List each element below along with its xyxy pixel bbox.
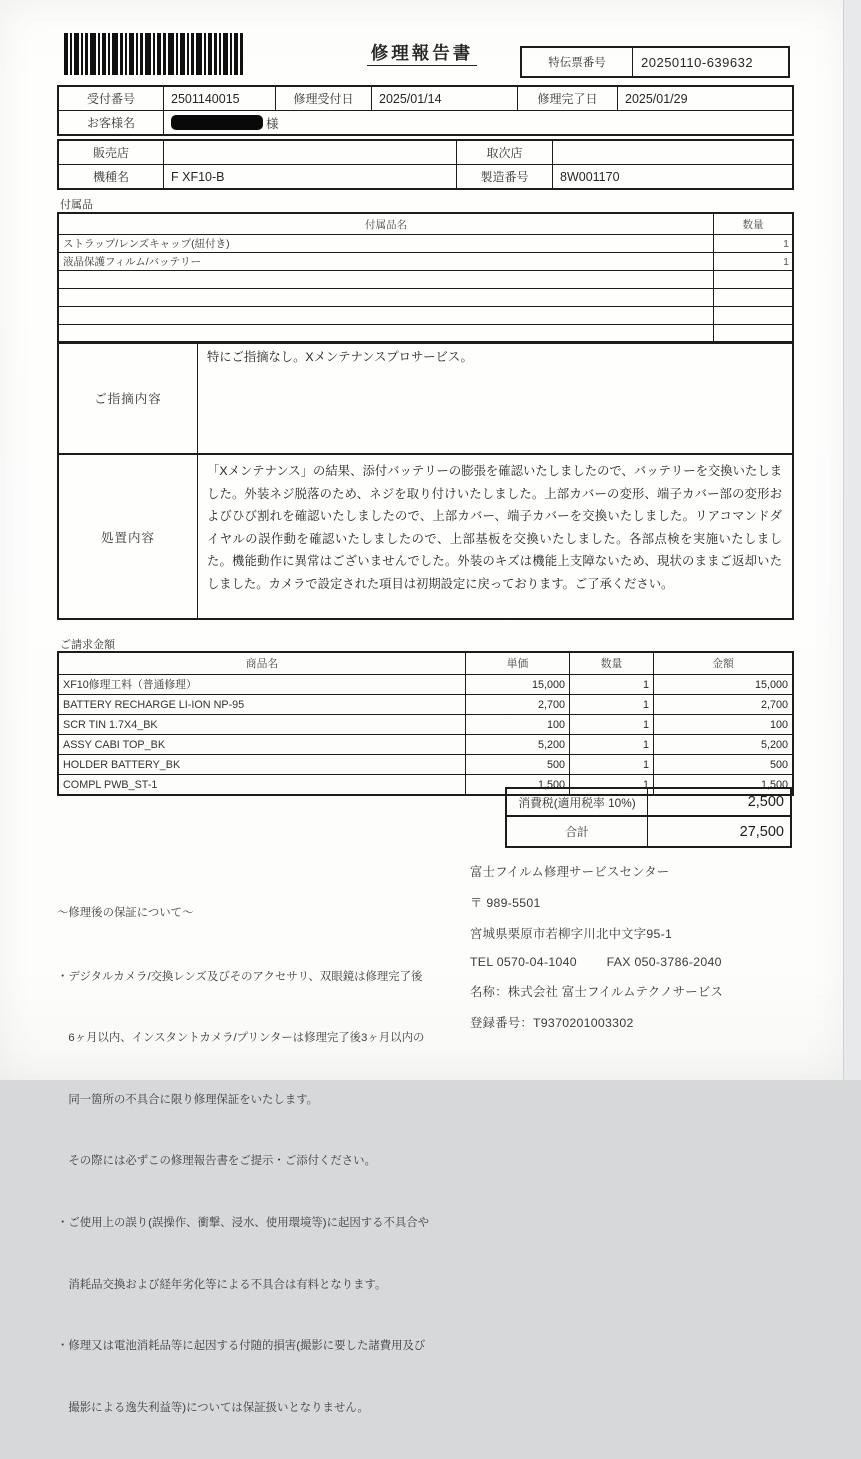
tel-fax-line [470,955,810,969]
warranty-line: その際には必ずこの修理報告書をご提示・ご添付ください。 [57,1155,376,1168]
item-name: BATTERY RECHARGE LI-ION NP-95 [59,695,466,714]
total-row [505,815,792,848]
treatment-label: 処置内容 [59,455,198,618]
received-date-value: 2025/01/14 [372,87,518,110]
reception-no-value: 2501140015 [164,87,276,110]
serial-value: 8W001170 [560,169,620,184]
item-name: COMPL PWB_ST-1 [59,775,466,794]
reception-info-table [57,85,794,136]
redacted-customer-name [171,115,263,130]
accessory-qty [714,289,792,306]
billing-row [59,754,792,774]
service-center-name: 富士フイルム修理サービスセンター [470,865,670,879]
item-amount: 500 [769,758,788,771]
service-center-info [470,862,810,1044]
customer-honorific: 様 [266,116,279,131]
accessory-row [59,252,792,270]
billing-col-name: 商品名 [59,653,466,674]
postal-code: 〒 989-5501 [470,896,541,910]
accessory-qty: 1 [783,255,789,268]
accessory-name [59,325,714,342]
item-qty: 1 [570,755,654,774]
slip-number-box [520,46,790,78]
slip-number-label: 特伝票番号 [522,48,633,76]
accessory-qty [714,307,792,324]
agency-label: 取次店 [457,141,553,164]
company-name: 名称：株式会社 富士フイルムテクノサービス [470,985,724,999]
item-unit-price: 500 [466,755,570,774]
slip-number-value: 20250110-639632 [641,54,754,70]
customer-name-value [164,111,792,134]
tax-label: 消費税(適用税率 10%) [507,789,648,815]
item-qty: 1 [570,695,654,714]
item-name: SCR TIN 1.7X4_BK [59,715,466,734]
model-value: F XF10-B [164,165,457,188]
billing-row [59,714,792,734]
item-unit-price: 2,700 [466,695,570,714]
billing-col-amount: 金額 [712,658,734,670]
completed-date-label: 修理完了日 [518,87,618,110]
dealer-model-table [57,139,794,190]
model-label: 機種名 [59,165,164,188]
agency-value [553,141,792,164]
accessory-name: 液晶保護フィルム/バッテリー [59,253,714,270]
tax-value: 2,500 [747,794,784,810]
total-label: 合計 [507,817,648,846]
item-amount: 2,700 [760,698,788,711]
total-value: 27,500 [739,823,784,840]
warranty-line: ・ご使用上の誤り(誤操作、衝撃、浸水、使用環境等)に起因する不具合や [57,1217,430,1230]
accessory-row [59,234,792,252]
accessory-name [59,307,714,324]
accessories-col-qty: 数量 [742,218,764,231]
item-amount: 100 [769,718,788,731]
item-qty: 1 [570,775,654,794]
item-amount: 15,000 [754,678,788,691]
billing-table [57,651,794,796]
item-name: HOLDER BATTERY_BK [59,755,466,774]
tel: TEL 0570-04-1040 [470,955,577,969]
accessory-qty [714,325,792,342]
warranty-line: 消耗品交換および経年劣化等による不具合は有料となります。 [57,1278,387,1291]
item-qty: 1 [570,715,654,734]
warranty-notes [57,862,469,1459]
billing-row [59,734,792,754]
remarks-text: 特にご指摘なし。Xメンテナンスプロサービス。 [207,350,473,364]
reception-no-label: 受付番号 [59,87,164,110]
dealer-label: 販売店 [59,141,164,164]
accessories-col-name: 付属品名 [59,214,714,234]
accessory-qty: 1 [783,237,789,250]
remarks-label: ご指摘内容 [59,343,198,453]
accessory-name [59,271,714,288]
tax-row [505,787,792,817]
page-title: 修理報告書 [0,40,844,65]
item-amount: 5,200 [760,738,788,751]
billing-col-qty: 数量 [570,653,654,674]
serial-label: 製造番号 [457,165,553,188]
warranty-line: 6ヶ月以内、インスタントカメラ/プリンターは修理完了後3ヶ月以内の [57,1032,425,1045]
item-amount: 1,500 [760,778,788,791]
accessory-row [59,306,792,324]
billing-row [59,694,792,714]
item-qty: 1 [570,675,654,694]
fax: FAX 050-3786-2040 [606,955,722,969]
warranty-line: 撮影による逸失利益等)については保証扱いとなりません。 [57,1401,369,1414]
item-name: XF10修理工料（普通修理） [59,675,466,694]
billing-row [59,674,792,694]
accessories-section-label: 付属品 [60,199,93,211]
billing-col-unit: 単価 [466,653,570,674]
item-unit-price: 15,000 [466,675,570,694]
item-unit-price: 5,200 [466,735,570,754]
billing-section-label: ご請求金額 [60,639,115,651]
completed-date-value: 2025/01/29 [625,91,688,106]
photo-background-edge [843,0,861,1080]
registration-number: 登録番号：T9370201003302 [470,1016,634,1030]
customer-name-label: お客様名 [59,111,164,134]
accessory-row [59,288,792,306]
accessories-table [57,212,794,344]
address: 宮城県栗原市若柳字川北中文字95-1 [470,927,673,941]
dealer-value [164,141,457,164]
item-unit-price: 100 [466,715,570,734]
treatment-text: 「Xメンテナンス」の結果、添付バッテリーの膨張を確認いたしましたので、バッテリーを交換いたしました。外装ネジ脱落のため、ネジを取り付けいたしました。上部カバーの変形、端子カバー部の変形およびひび割れを確認いたしましたので、上部カバー、端子カバーを交換いたしました。リアコマンドダイヤルの誤作動を確認いたしましたので、上部基板を交換いたしました。各部点検を実施いたしました。機能動作に異常はございませんでした。外装のキズは機能上支障ないため、現状のままご返却いたしました。カメラで設定された項目は初期設定に戻っております。ご了承ください。 [207,464,782,591]
accessory-row [59,270,792,288]
customer-remarks-box [57,341,794,455]
warranty-line: ・修理又は電池消耗品等に起因する付随的損害(撮影に要した諸費用及び [57,1340,426,1353]
warranty-line: ・デジタルカメラ/交換レンズ及びそのアクセサリ、双眼鏡は修理完了後 [57,970,423,983]
item-qty: 1 [570,735,654,754]
warranty-title: ～修理後の保証について～ [57,907,194,920]
item-name: ASSY CABI TOP_BK [59,735,466,754]
accessory-name: ストラップ/レンズキャップ(紐付き) [59,235,714,252]
item-unit-price: 1,500 [466,775,570,794]
treatment-box [57,453,794,620]
received-date-label: 修理受付日 [276,87,372,110]
accessory-row [59,324,792,342]
warranty-line: 同一箇所の不具合に限り修理保証をいたします。 [57,1093,319,1106]
accessory-name [59,289,714,306]
accessory-qty [714,271,792,288]
